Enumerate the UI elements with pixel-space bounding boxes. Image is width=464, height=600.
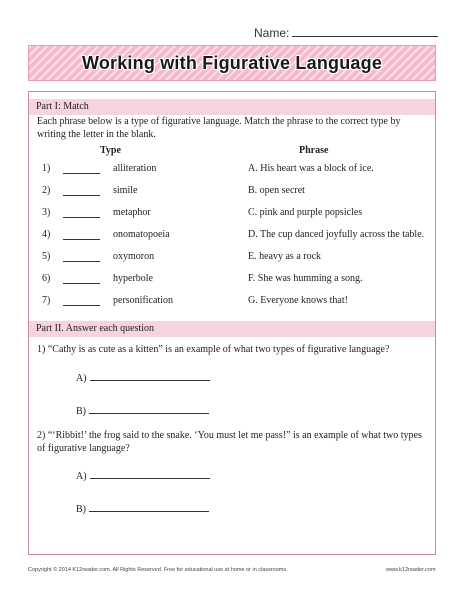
answer-2b[interactable] [76, 503, 209, 515]
answer-blank[interactable] [89, 405, 209, 414]
answer-blank[interactable] [63, 261, 100, 262]
type-term: alliteration [113, 163, 157, 174]
phrase-text: A. His heart was a block of ice. [248, 163, 374, 174]
site-url[interactable]: www.k12reader.com [386, 567, 436, 573]
match-row [29, 251, 435, 265]
name-blank[interactable] [292, 26, 438, 37]
question-2: 2) “‘Ribbit!’ the frog said to the snake. ‘You must let me pass!” is an example of what two types of figurative language? [37, 430, 422, 454]
type-term: personification [113, 295, 173, 306]
match-row [29, 163, 435, 177]
part2-heading: Part II. Answer each question [29, 321, 435, 337]
phrase-column-header: Phrase [299, 145, 329, 156]
answer-blank[interactable] [63, 239, 100, 240]
answer-blank[interactable] [90, 470, 210, 479]
answer-1b[interactable] [76, 405, 209, 417]
part1-heading: Part I: Match [29, 99, 435, 115]
page-title: Working with Figurative Language [81, 52, 383, 73]
row-number: 7) [42, 295, 51, 306]
answer-blank[interactable] [90, 372, 210, 381]
name-field[interactable] [254, 26, 438, 40]
answer-label: B) [76, 504, 86, 515]
answer-blank[interactable] [63, 305, 100, 306]
part1-instructions: Each phrase below is a type of figurative language. Match the phrase to the correct type by writing the letter in the blank. [37, 116, 401, 140]
row-number: 6) [42, 273, 51, 284]
answer-blank[interactable] [63, 217, 100, 218]
answer-1a[interactable] [76, 372, 210, 384]
title-banner [28, 45, 436, 81]
answer-blank[interactable] [63, 173, 100, 174]
type-term: oxymoron [113, 251, 155, 262]
phrase-text: E. heavy as a rock [248, 251, 322, 262]
answer-blank[interactable] [63, 195, 100, 196]
phrase-text: F. She was humming a song. [248, 273, 363, 284]
phrase-text: C. pink and purple popsicles [248, 207, 363, 218]
phrase-text: G. Everyone knows that! [248, 295, 348, 306]
answer-2a[interactable] [76, 470, 210, 482]
match-row [29, 185, 435, 199]
match-row [29, 295, 435, 309]
type-term: simile [113, 185, 138, 196]
answer-label: A) [76, 471, 87, 482]
question-1: 1) “Cathy is as cute as a kitten” is an example of what two types of figurative language? [37, 344, 390, 355]
type-column-header: Type [100, 145, 121, 156]
row-number: 3) [42, 207, 51, 218]
type-term: metaphor [113, 207, 151, 218]
name-label: Name: [254, 26, 290, 40]
row-number: 4) [42, 229, 51, 240]
copyright-notice: Copyright © 2014 K12reader.com. All Rights Reserved. Free for educational use at home or in classrooms. [28, 567, 288, 573]
answer-label: B) [76, 406, 86, 417]
match-row [29, 229, 435, 243]
type-term: hyperbole [113, 273, 153, 284]
row-number: 2) [42, 185, 51, 196]
row-number: 1) [42, 163, 51, 174]
answer-blank[interactable] [63, 283, 100, 284]
answer-blank[interactable] [89, 503, 209, 512]
answer-label: A) [76, 373, 87, 384]
worksheet-box [28, 91, 436, 555]
phrase-text: D. The cup danced joyfully across the table. [248, 229, 425, 240]
match-row [29, 273, 435, 287]
phrase-text: B. open secret [248, 185, 305, 196]
row-number: 5) [42, 251, 51, 262]
type-term: onomatopoeia [113, 229, 170, 240]
match-row [29, 207, 435, 221]
